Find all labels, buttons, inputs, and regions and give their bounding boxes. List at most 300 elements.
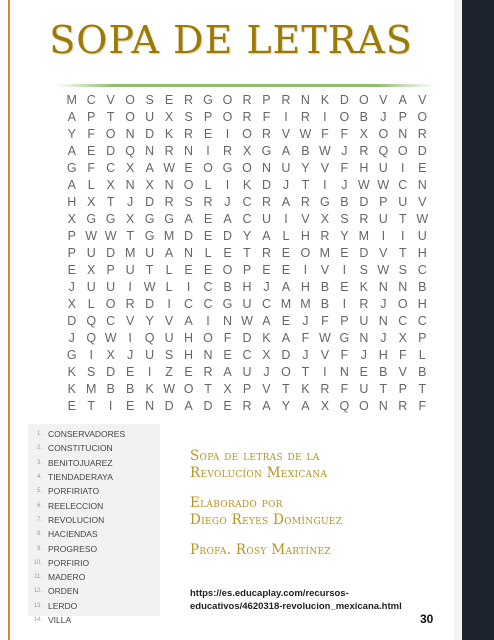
grid-letter[interactable]: K (359, 279, 368, 294)
grid-letter[interactable]: G (66, 347, 77, 362)
grid-letter[interactable]: T (282, 381, 290, 396)
grid-letter[interactable]: P (398, 110, 407, 125)
grid-letter[interactable]: C (398, 313, 408, 328)
grid-letter[interactable]: T (379, 381, 388, 396)
grid-letter[interactable]: N (223, 313, 233, 328)
grid-letter[interactable]: U (145, 347, 155, 362)
grid-letter[interactable]: Y (281, 398, 291, 413)
grid-letter[interactable]: E (281, 313, 291, 328)
grid-letter[interactable]: F (87, 161, 96, 176)
grid-letter[interactable]: B (418, 279, 427, 294)
grid-letter[interactable]: R (300, 195, 310, 210)
grid-letter[interactable]: V (301, 212, 310, 227)
grid-letter[interactable]: I (128, 330, 132, 345)
grid-letter[interactable]: R (184, 93, 194, 108)
grid-letter[interactable]: J (282, 178, 290, 193)
grid-letter[interactable]: L (165, 262, 173, 277)
grid-letter[interactable]: U (86, 279, 96, 294)
grid-letter[interactable]: M (280, 296, 292, 311)
grid-letter[interactable]: W (416, 212, 429, 227)
grid-letter[interactable]: N (261, 161, 271, 176)
grid-letter[interactable]: E (184, 262, 193, 277)
grid-letter[interactable]: R (203, 364, 213, 379)
grid-letter[interactable]: Q (86, 313, 97, 328)
grid-letter[interactable]: F (340, 127, 349, 142)
grid-letter[interactable]: W (357, 178, 370, 193)
grid-letter[interactable]: U (281, 161, 291, 176)
grid-letter[interactable]: K (67, 381, 76, 396)
grid-letter[interactable]: N (184, 144, 194, 159)
grid-letter[interactable]: T (87, 398, 96, 413)
grid-letter[interactable]: R (164, 144, 174, 159)
grid-letter[interactable]: U (86, 245, 96, 260)
grid-letter[interactable]: O (203, 161, 213, 176)
grid-letter[interactable]: P (262, 93, 271, 108)
grid-letter[interactable]: I (186, 279, 191, 294)
grid-letter[interactable]: C (417, 262, 427, 277)
grid-letter[interactable]: Y (301, 161, 310, 176)
grid-letter[interactable]: J (380, 330, 387, 345)
grid-letter[interactable]: C (106, 161, 116, 176)
grid-letter[interactable]: B (106, 381, 115, 396)
grid-letter[interactable]: A (281, 279, 291, 294)
grid-letter[interactable]: A (184, 398, 193, 413)
grid-letter[interactable]: E (203, 212, 213, 227)
grid-letter[interactable]: X (145, 178, 154, 193)
grid-letter[interactable]: V (418, 195, 427, 210)
resource-link[interactable]: https://es.educaplay.com/recursos-educativos/4620318-revolucion_mexicana.html (190, 588, 402, 612)
grid-letter[interactable]: M (319, 245, 331, 260)
grid-letter[interactable]: V (106, 93, 115, 108)
grid-letter[interactable]: G (144, 212, 155, 227)
grid-letter[interactable]: K (301, 381, 310, 396)
grid-letter[interactable]: W (241, 313, 253, 328)
grid-letter[interactable]: J (341, 178, 348, 193)
grid-letter[interactable]: X (87, 195, 96, 210)
grid-letter[interactable]: O (358, 93, 369, 108)
grid-letter[interactable]: A (67, 144, 76, 159)
grid-letter[interactable]: O (203, 330, 213, 345)
grid-letter[interactable]: X (262, 347, 271, 362)
grid-letter[interactable]: F (87, 127, 96, 142)
grid-letter[interactable]: Q (339, 398, 350, 413)
grid-letter[interactable]: N (339, 364, 349, 379)
grid-letter[interactable]: Y (242, 229, 252, 244)
grid-letter[interactable]: X (67, 296, 76, 311)
grid-letter[interactable]: M (300, 296, 311, 311)
grid-letter[interactable]: I (401, 229, 405, 244)
grid-letter[interactable]: A (145, 161, 154, 176)
grid-letter[interactable]: R (359, 212, 369, 227)
grid-letter[interactable]: X (223, 381, 232, 396)
grid-letter[interactable]: N (164, 178, 174, 193)
grid-letter[interactable]: G (320, 195, 330, 210)
grid-letter[interactable]: B (340, 195, 349, 210)
grid-letter[interactable]: O (281, 364, 291, 379)
grid-letter[interactable]: V (262, 381, 271, 396)
grid-letter[interactable]: L (204, 178, 212, 193)
grid-letter[interactable]: C (203, 296, 213, 311)
grid-letter[interactable]: G (86, 212, 97, 227)
grid-letter[interactable]: U (125, 262, 135, 277)
grid-letter[interactable]: O (183, 178, 194, 193)
grid-letter[interactable]: V (379, 93, 388, 108)
grid-letter[interactable]: H (184, 347, 194, 362)
grid-letter[interactable]: D (145, 127, 155, 142)
grid-letter[interactable]: E (184, 364, 193, 379)
grid-letter[interactable]: A (301, 398, 310, 413)
grid-letter[interactable]: S (87, 364, 96, 379)
grid-letter[interactable]: P (418, 330, 427, 345)
grid-letter[interactable]: B (223, 279, 232, 294)
grid-letter[interactable]: T (106, 110, 115, 125)
grid-letter[interactable]: A (67, 110, 76, 125)
grid-letter[interactable]: R (184, 127, 194, 142)
grid-letter[interactable]: I (284, 110, 288, 125)
grid-letter[interactable]: E (164, 93, 174, 108)
grid-letter[interactable]: M (163, 229, 175, 244)
grid-letter[interactable]: I (167, 296, 171, 311)
grid-letter[interactable]: P (106, 262, 115, 277)
grid-letter[interactable]: C (261, 296, 271, 311)
grid-letter[interactable]: O (222, 110, 233, 125)
grid-letter[interactable]: E (262, 262, 271, 277)
grid-letter[interactable]: W (163, 381, 175, 396)
grid-letter[interactable]: O (222, 93, 233, 108)
grid-letter[interactable]: D (223, 229, 233, 244)
grid-letter[interactable]: U (242, 296, 252, 311)
grid-letter[interactable]: E (203, 127, 213, 142)
grid-letter[interactable]: H (300, 279, 310, 294)
grid-letter[interactable]: W (163, 161, 175, 176)
grid-letter[interactable]: E (223, 347, 232, 362)
grid-letter[interactable]: C (398, 178, 408, 193)
grid-letter[interactable]: L (87, 178, 95, 193)
grid-letter[interactable]: G (222, 296, 233, 311)
grid-letter[interactable]: Y (67, 127, 76, 142)
grid-letter[interactable]: N (417, 178, 427, 193)
grid-letter[interactable]: E (223, 245, 232, 260)
grid-letter[interactable]: F (418, 398, 427, 413)
grid-letter[interactable]: A (262, 398, 271, 413)
grid-letter[interactable]: H (67, 195, 77, 210)
grid-letter[interactable]: O (125, 93, 136, 108)
grid-letter[interactable]: H (417, 245, 427, 260)
grid-letter[interactable]: O (242, 161, 252, 176)
grid-letter[interactable]: S (184, 110, 193, 125)
grid-letter[interactable]: G (66, 161, 77, 176)
grid-letter[interactable]: I (284, 212, 288, 227)
grid-letter[interactable]: W (318, 144, 331, 159)
grid-letter[interactable]: E (87, 144, 96, 159)
grid-letter[interactable]: B (301, 144, 310, 159)
grid-letter[interactable]: R (261, 245, 271, 260)
grid-letter[interactable]: N (398, 127, 408, 142)
grid-letter[interactable]: C (417, 313, 427, 328)
grid-letter[interactable]: L (87, 296, 95, 311)
grid-letter[interactable]: A (223, 212, 232, 227)
grid-letter[interactable]: S (340, 212, 349, 227)
grid-letter[interactable]: E (203, 262, 213, 277)
grid-letter[interactable]: H (359, 161, 369, 176)
grid-letter[interactable]: R (417, 127, 427, 142)
grid-letter[interactable]: B (320, 296, 330, 311)
grid-letter[interactable]: B (379, 364, 388, 379)
grid-letter[interactable]: O (378, 127, 389, 142)
grid-letter[interactable]: P (67, 245, 76, 260)
grid-letter[interactable]: J (127, 195, 134, 210)
grid-letter[interactable]: W (104, 330, 117, 345)
grid-letter[interactable]: G (164, 212, 174, 227)
grid-letter[interactable]: E (203, 229, 213, 244)
grid-letter[interactable]: C (242, 347, 252, 362)
grid-letter[interactable]: D (184, 229, 194, 244)
grid-letter[interactable]: X (320, 212, 330, 227)
grid-letter[interactable]: I (323, 110, 327, 125)
grid-letter[interactable]: F (340, 161, 349, 176)
grid-letter[interactable]: V (418, 93, 427, 108)
grid-letter[interactable]: N (125, 178, 135, 193)
grid-letter[interactable]: W (299, 127, 312, 142)
grid-letter[interactable]: P (87, 110, 96, 125)
grid-letter[interactable]: J (127, 347, 134, 362)
grid-letter[interactable]: B (418, 364, 427, 379)
grid-letter[interactable]: D (106, 245, 116, 260)
grid-letter[interactable]: R (359, 144, 369, 159)
grid-letter[interactable]: N (145, 144, 155, 159)
grid-letter[interactable]: C (184, 296, 194, 311)
grid-letter[interactable]: S (145, 93, 154, 108)
grid-letter[interactable]: L (282, 229, 290, 244)
grid-letter[interactable]: S (398, 262, 407, 277)
grid-letter[interactable]: R (223, 144, 233, 159)
grid-letter[interactable]: U (359, 313, 369, 328)
grid-letter[interactable]: U (261, 212, 271, 227)
grid-letter[interactable]: P (242, 381, 252, 396)
grid-letter[interactable]: E (223, 398, 232, 413)
grid-letter[interactable]: E (125, 364, 135, 379)
grid-letter[interactable]: A (281, 195, 291, 210)
grid-letter[interactable]: K (262, 330, 271, 345)
grid-letter[interactable]: J (68, 279, 75, 294)
grid-letter[interactable]: I (89, 347, 93, 362)
grid-letter[interactable]: E (418, 161, 427, 176)
grid-letter[interactable]: I (401, 161, 405, 176)
grid-letter[interactable]: D (417, 144, 427, 159)
grid-letter[interactable]: N (378, 279, 388, 294)
grid-letter[interactable]: Z (165, 364, 173, 379)
grid-letter[interactable]: N (359, 330, 369, 345)
grid-letter[interactable]: C (106, 313, 116, 328)
grid-letter[interactable]: A (184, 313, 193, 328)
grid-letter[interactable]: E (67, 262, 76, 277)
grid-letter[interactable]: N (145, 398, 155, 413)
grid-letter[interactable]: B (359, 110, 368, 125)
grid-letter[interactable]: E (340, 279, 349, 294)
grid-letter[interactable]: U (398, 195, 408, 210)
grid-letter[interactable]: O (222, 262, 233, 277)
grid-letter[interactable]: O (397, 296, 408, 311)
grid-letter[interactable]: I (108, 398, 113, 413)
grid-letter[interactable]: E (281, 262, 291, 277)
grid-letter[interactable]: W (104, 229, 117, 244)
grid-letter[interactable]: I (323, 364, 327, 379)
grid-letter[interactable]: D (106, 144, 116, 159)
grid-letter[interactable]: A (262, 313, 271, 328)
grid-letter[interactable]: R (203, 195, 213, 210)
grid-letter[interactable]: X (67, 212, 76, 227)
grid-letter[interactable]: C (203, 279, 213, 294)
grid-letter[interactable]: R (300, 110, 310, 125)
grid-letter[interactable]: A (398, 93, 407, 108)
grid-letter[interactable]: J (341, 144, 348, 159)
grid-letter[interactable]: K (164, 127, 174, 142)
grid-letter[interactable]: K (242, 178, 252, 193)
grid-letter[interactable]: R (261, 127, 271, 142)
grid-letter[interactable]: L (418, 347, 426, 362)
grid-letter[interactable]: R (164, 195, 174, 210)
grid-letter[interactable]: P (379, 195, 388, 210)
grid-letter[interactable]: C (242, 195, 252, 210)
grid-letter[interactable]: X (242, 144, 252, 159)
grid-letter[interactable]: K (145, 381, 154, 396)
grid-letter[interactable]: N (184, 245, 194, 260)
grid-letter[interactable]: O (300, 245, 311, 260)
grid-letter[interactable]: W (318, 330, 331, 345)
grid-letter[interactable]: I (303, 262, 308, 277)
grid-letter[interactable]: I (323, 178, 327, 193)
grid-letter[interactable]: D (242, 330, 252, 345)
grid-letter[interactable]: F (223, 330, 232, 345)
grid-letter[interactable]: R (281, 93, 291, 108)
grid-letter[interactable]: E (359, 364, 368, 379)
grid-letter[interactable]: G (203, 93, 213, 108)
grid-letter[interactable]: U (417, 229, 427, 244)
grid-letter[interactable]: H (184, 330, 194, 345)
grid-letter[interactable]: A (262, 229, 271, 244)
grid-letter[interactable]: N (203, 347, 213, 362)
grid-letter[interactable]: D (164, 398, 174, 413)
grid-letter[interactable]: X (359, 127, 368, 142)
grid-letter[interactable]: N (378, 313, 388, 328)
grid-letter[interactable]: G (339, 330, 350, 345)
grid-letter[interactable]: U (106, 279, 116, 294)
grid-letter[interactable]: U (378, 161, 388, 176)
grid-letter[interactable]: D (106, 364, 116, 379)
grid-letter[interactable]: V (398, 364, 407, 379)
grid-letter[interactable]: M (66, 93, 77, 108)
grid-letter[interactable]: T (301, 364, 310, 379)
grid-letter[interactable]: I (206, 313, 210, 328)
grid-letter[interactable]: M (85, 381, 97, 396)
grid-letter[interactable]: O (183, 381, 194, 396)
grid-letter[interactable]: A (184, 212, 193, 227)
grid-letter[interactable]: C (242, 212, 252, 227)
grid-letter[interactable]: V (320, 161, 330, 176)
grid-letter[interactable]: Y (145, 313, 154, 328)
grid-letter[interactable]: A (164, 245, 174, 260)
grid-letter[interactable]: T (398, 212, 407, 227)
grid-letter[interactable]: H (242, 279, 252, 294)
grid-letter[interactable]: W (377, 178, 390, 193)
grid-letter[interactable]: O (397, 144, 408, 159)
grid-letter[interactable]: I (381, 229, 386, 244)
grid-letter[interactable]: I (225, 127, 230, 142)
grid-letter[interactable]: J (224, 195, 231, 210)
grid-letter[interactable]: K (320, 93, 330, 108)
grid-letter[interactable]: F (340, 347, 349, 362)
grid-letter[interactable]: I (225, 178, 230, 193)
grid-letter[interactable]: V (125, 313, 135, 328)
grid-letter[interactable]: W (143, 279, 156, 294)
grid-letter[interactable]: I (342, 262, 347, 277)
grid-letter[interactable]: J (263, 364, 270, 379)
grid-letter[interactable]: J (360, 347, 367, 362)
grid-letter[interactable]: J (380, 110, 387, 125)
grid-letter[interactable]: O (125, 110, 136, 125)
grid-letter[interactable]: J (302, 313, 309, 328)
grid-letter[interactable]: I (128, 279, 132, 294)
grid-letter[interactable]: F (398, 347, 407, 362)
grid-letter[interactable]: R (261, 195, 271, 210)
grid-letter[interactable]: U (164, 330, 174, 345)
grid-letter[interactable]: E (340, 245, 349, 260)
grid-letter[interactable]: O (105, 296, 116, 311)
grid-letter[interactable]: E (184, 161, 193, 176)
grid-letter[interactable]: J (68, 330, 75, 345)
grid-letter[interactable]: J (302, 347, 309, 362)
grid-letter[interactable]: V (164, 313, 174, 328)
grid-letter[interactable]: N (125, 127, 135, 142)
grid-letter[interactable]: H (300, 229, 310, 244)
grid-letter[interactable]: X (125, 161, 135, 176)
grid-letter[interactable]: G (105, 212, 116, 227)
grid-letter[interactable]: R (242, 398, 252, 413)
grid-letter[interactable]: R (359, 296, 369, 311)
grid-letter[interactable]: T (243, 245, 251, 260)
grid-letter[interactable]: D (261, 178, 271, 193)
grid-letter[interactable]: R (242, 93, 252, 108)
grid-letter[interactable]: T (418, 381, 427, 396)
grid-letter[interactable]: P (398, 381, 407, 396)
grid-letter[interactable]: E (67, 398, 76, 413)
grid-letter[interactable]: X (125, 212, 135, 227)
grid-letter[interactable]: F (321, 313, 329, 328)
grid-letter[interactable]: X (320, 398, 330, 413)
grid-letter[interactable]: M (358, 229, 370, 244)
grid-letter[interactable]: D (145, 195, 155, 210)
grid-letter[interactable]: L (165, 279, 173, 294)
grid-letter[interactable]: O (105, 127, 116, 142)
grid-letter[interactable]: S (164, 347, 174, 362)
grid-letter[interactable]: P (203, 110, 213, 125)
grid-letter[interactable]: X (106, 178, 115, 193)
grid-letter[interactable]: F (340, 381, 349, 396)
grid-letter[interactable]: R (125, 296, 135, 311)
grid-letter[interactable]: E (281, 245, 291, 260)
grid-letter[interactable]: B (125, 381, 135, 396)
grid-letter[interactable]: G (261, 144, 272, 159)
grid-letter[interactable]: J (380, 296, 387, 311)
grid-letter[interactable]: F (321, 127, 329, 142)
grid-letter[interactable]: R (242, 110, 252, 125)
grid-letter[interactable]: D (359, 245, 369, 260)
grid-letter[interactable]: Q (125, 144, 136, 159)
grid-letter[interactable]: L (204, 245, 212, 260)
grid-letter[interactable]: A (223, 364, 232, 379)
grid-letter[interactable]: Q (378, 144, 389, 159)
grid-letter[interactable]: T (126, 229, 134, 244)
